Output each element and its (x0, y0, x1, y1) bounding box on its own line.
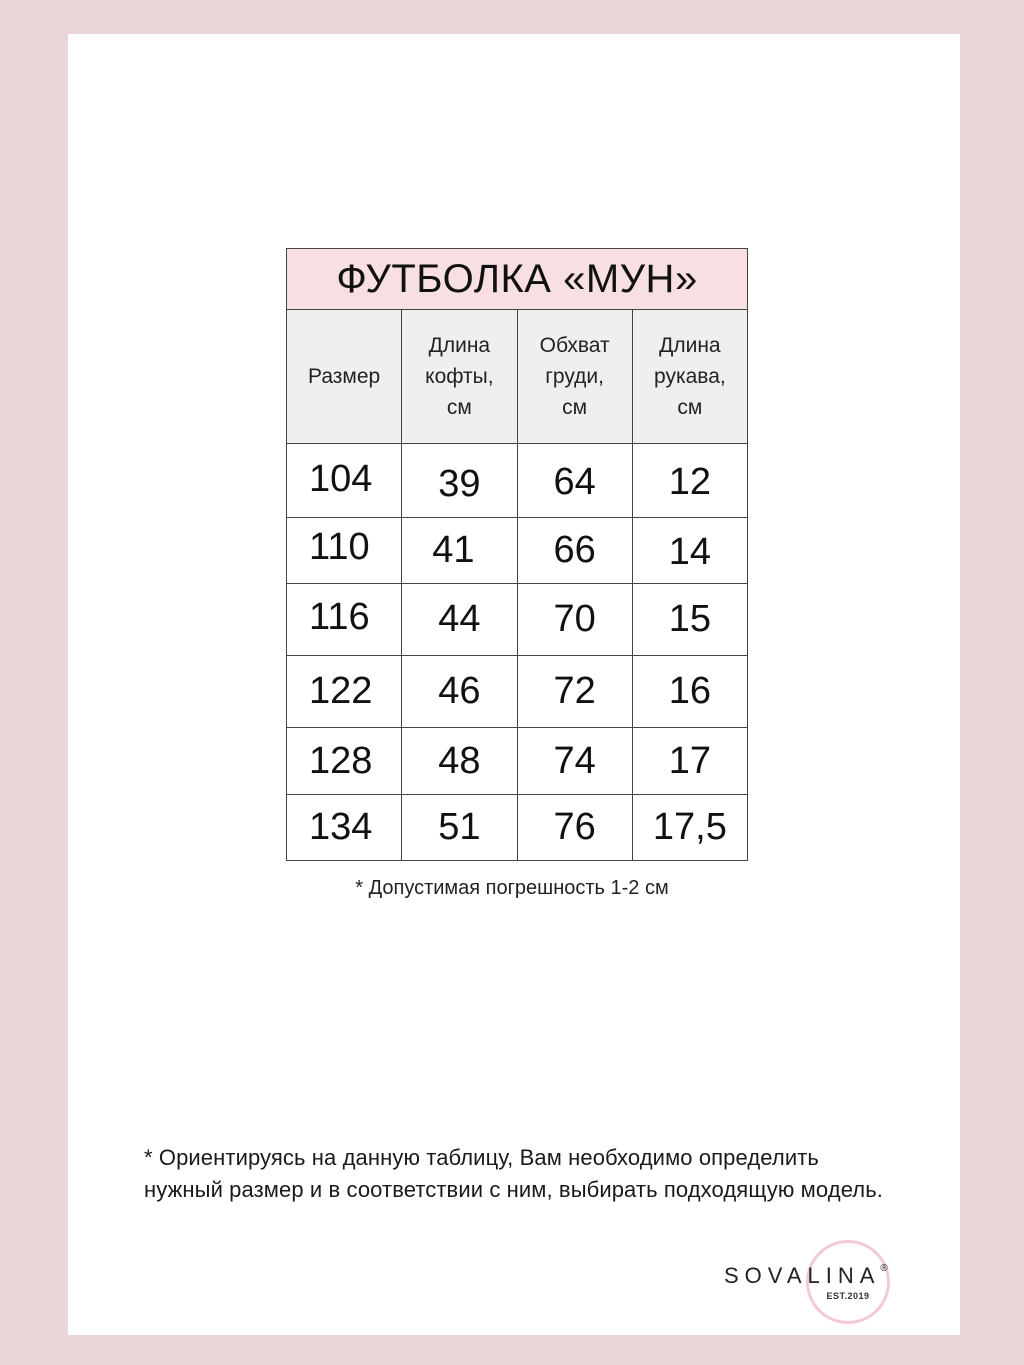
cell-size: 110 (287, 518, 402, 584)
registered-mark-icon: ® (880, 1263, 888, 1274)
cell-length: 41 (402, 518, 517, 584)
table-row (287, 444, 748, 518)
cell-chest: 66 (517, 518, 632, 584)
header-sleeve: Длина рукава, см (632, 310, 747, 444)
header-size: Размер (287, 310, 402, 444)
cell-size: 134 (287, 795, 402, 861)
cell-length: 51 (402, 795, 517, 861)
cell-length: 44 (402, 584, 517, 656)
brand-logo (724, 1238, 954, 1328)
table-row (287, 584, 748, 656)
tolerance-note: * Допустимая погрешность 1-2 см (355, 877, 669, 899)
cell-sleeve: 14 (632, 518, 747, 584)
guidance-note: * Ориентируясь на данную таблицу, Вам необходимо определить нужный размер и в соответствии с ним, выбирать подходящую модель. (144, 1145, 884, 1202)
cell-sleeve: 17 (632, 728, 747, 795)
table-row (287, 656, 748, 728)
header-length: Длина кофты, см (402, 310, 517, 444)
logo-brand-name: SOVALINA® (724, 1263, 888, 1288)
cell-sleeve: 17,5 (632, 795, 747, 861)
cell-chest: 74 (517, 728, 632, 795)
size-chart-table (286, 248, 748, 861)
table-title: ФУТБОЛКА «МУН» (287, 249, 748, 310)
table-row (287, 518, 748, 584)
table-row (287, 728, 748, 795)
cell-sleeve: 15 (632, 584, 747, 656)
cell-size: 122 (287, 656, 402, 728)
header-chest: Обхват груди, см (517, 310, 632, 444)
cell-length: 46 (402, 656, 517, 728)
cell-sleeve: 16 (632, 656, 747, 728)
cell-chest: 76 (517, 795, 632, 861)
table-title-row (287, 249, 748, 310)
cell-size: 128 (287, 728, 402, 795)
cell-sleeve: 12 (632, 444, 747, 518)
cell-length: 48 (402, 728, 517, 795)
cell-chest: 70 (517, 584, 632, 656)
cell-size: 104 (287, 444, 402, 518)
cell-chest: 72 (517, 656, 632, 728)
logo-established: EST.2019 (826, 1291, 870, 1301)
cell-size: 116 (287, 584, 402, 656)
table-row (287, 795, 748, 861)
table-header-row (287, 310, 748, 444)
cell-length: 39 (402, 444, 517, 518)
cell-chest: 64 (517, 444, 632, 518)
